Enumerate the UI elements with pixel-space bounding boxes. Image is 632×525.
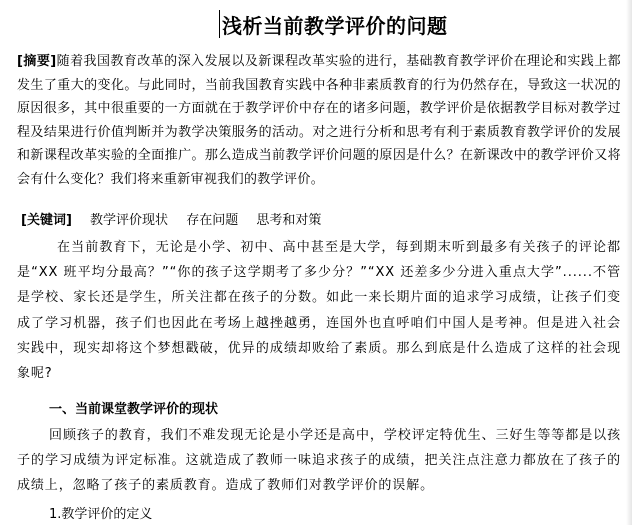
keywords-line [21,211,621,231]
abstract-text: 随着我国教育改革的深入发展以及新课程改革实验的进行，基础教育教学评价在理论和实践上都发生了重大的变化。与此同时，当前我国教育实践中各种非素质教育的行为仍然存在，导致这一状况的原因很多，其中很重要的一方面就在于教学评价中存在的诸多问题，教学评价是依据教学目标对教学过程及结果进行价值判断并为教学决策服务的活动。对之进行分析和思考有利于素质教育教学评价的发展和新课程改革实验的全面推广。那么造成当前教学评价问题的原因是什么？在新课改中的教学评价又将会有什么变化？我们将来重新审视我们的教学评价。 [17,54,621,187]
keyword-item: 存在问题 [186,213,239,228]
page-edge-shadow [626,0,632,525]
abstract-tag: [摘要] [17,54,57,69]
abstract-paragraph [17,50,621,191]
body-paragraph-2: 回顾孩子的教育，我们不难发现无论是小学还是高中，学校评定特优生、三好生等等都是以孩子的学习成绩为评定标准。这就造成了教师一味追求孩子的成绩，把关注点注意力都放在了孩子的成绩上，忽略了孩子的素质教育。造成了教师们对教学评价的误解。 [17,428,621,494]
keyword-item: 教学评价现状 [90,213,169,228]
text-cursor [219,10,220,38]
document-title: 浅析当前教学评价的问题 [222,14,448,38]
section-heading: 一、当前课堂教学评价的现状 [49,402,219,417]
keyword-item: 思考和对策 [256,213,322,228]
keywords-tag: [关键词] [21,213,72,228]
body-paragraph-1: 在当前教育下，无论是小学、初中、高中甚至是大学，每到期末听到最多有关孩子的评论都是“XX 班平均分最高？”“你的孩子这学期考了多少分？”“XX 还差多少分进入重点大学”......不管是学校、家长还是学生，所关注都在孩子的分数。如此一来长期片面的追求学习成绩，让孩子们变成了学习机器，孩子们也因此在考场上越挫越勇，连国外也直呼咱们中国人是考神。但是进入社会实践中，现实却将这个梦想戳破，优异的成绩却败给了素质。那么到底是什么造成了这样的社会现象呢? [17,240,621,382]
subsection-heading: 1.教学评价的定义 [49,507,153,522]
